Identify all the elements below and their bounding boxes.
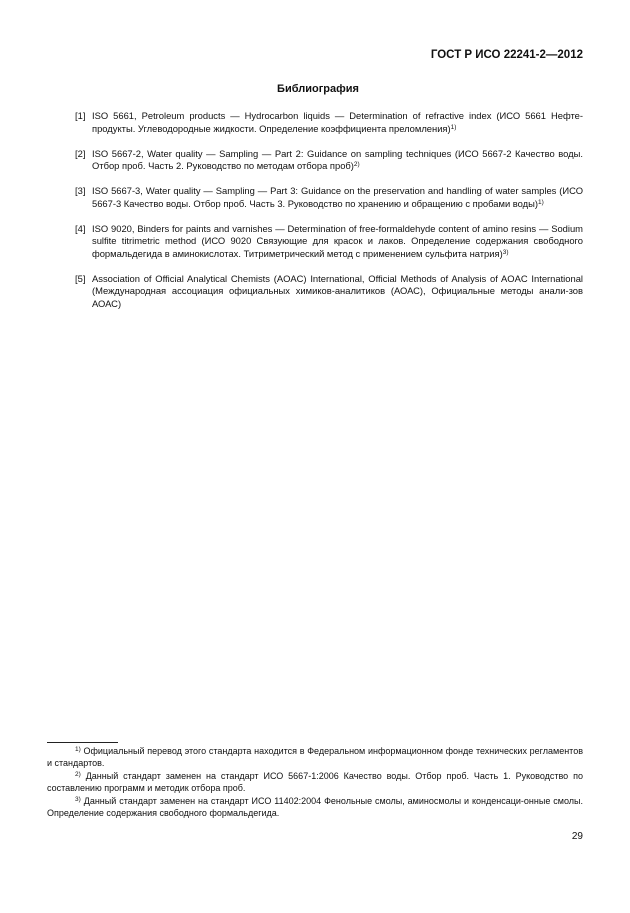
footnote-ref: 1): [450, 123, 457, 131]
entry-number: [5]: [75, 272, 86, 284]
footnote-ref: 1): [538, 198, 544, 206]
entry-number: [3]: [75, 185, 86, 196]
footnote-marker: 1): [75, 746, 81, 753]
footnote-marker: 3): [75, 796, 81, 804]
footnote-ref: 3): [502, 248, 509, 256]
footnote-1: [47, 746, 583, 770]
footnotes-section: [47, 746, 583, 821]
bibliography-entry-2: [75, 148, 583, 173]
entry-number: [1]: [75, 110, 86, 121]
page-number: 29: [571, 831, 583, 842]
footnote-2: [47, 771, 583, 795]
entry-text: ISO 9020, Binders for paints and varnishes — Determination of free-formaldehyde content of amino resins — Sodium sulfite titrimetric method (ИСО 9020 Связующие для красок и лаков. Определение содержания свободного формальдегида в аминокислотах. Титриметрический метод с применением сульфита натрия): [92, 222, 583, 259]
entry-text: ISO 5667-2, Water quality — Sampling — Part 2: Guidance on sampling techniques (ИСО 5667-2 Качество воды. Отбор проб. Часть 2. Руководство по методам отбора проб): [92, 147, 583, 171]
footnote-divider: [47, 742, 118, 743]
entry-number: [2]: [75, 147, 86, 159]
bibliography-entry-5: [75, 273, 583, 311]
bibliography-title: Библиография: [277, 83, 359, 95]
bibliography-entry-3: [75, 185, 583, 210]
footnote-text: Официальный перевод этого стандарта находится в Федеральном информационном фонде технических регламентов и стандартов.: [47, 746, 583, 768]
entry-text: ISO 5661, Petroleum products — Hydrocarbon liquids — Determination of refractive index (ИСО 5661 Нефте-продукты. Углеводородные жидкости. Определение коэффициента преломления): [92, 110, 583, 134]
bibliography-entry-4: [75, 223, 583, 261]
standard-code-header: ГОСТ Р ИСО 22241-2—2012: [430, 49, 583, 61]
footnote-text: Данный стандарт заменен на стандарт ИСО 11402:2004 Фенольные смолы, аминосмолы и конденсаци-онные смолы. Определение содержания свободного формальдегида.: [47, 796, 583, 818]
footnote-3: [47, 796, 583, 820]
bibliography-list: [75, 110, 583, 323]
bibliography-entry-1: [75, 110, 583, 135]
footnote-marker: 2): [75, 771, 81, 779]
entry-text: Association of Official Analytical Chemists (AOAC) International, Official Methods of Analysis of AOAC International (Международная ассоциация официальных химиков-аналитиков (АОАС), Официальные методы анали-зов АОАС): [92, 272, 583, 309]
entry-text: ISO 5667-3, Water quality — Sampling — Part 3: Guidance on the preservation and handling of water samples (ИСО 5667-3 Качество воды. Отбор проб. Часть 3. Руководство по хранению и обращению с пробами воды): [92, 185, 583, 209]
entry-number: [4]: [75, 222, 86, 234]
footnote-ref: 2): [353, 161, 360, 168]
footnote-text: Данный стандарт заменен на стандарт ИСО 5667-1:2006 Качество воды. Отбор проб. Часть 1. Руководство по составлению программ и методик отбора проб.: [47, 771, 583, 793]
